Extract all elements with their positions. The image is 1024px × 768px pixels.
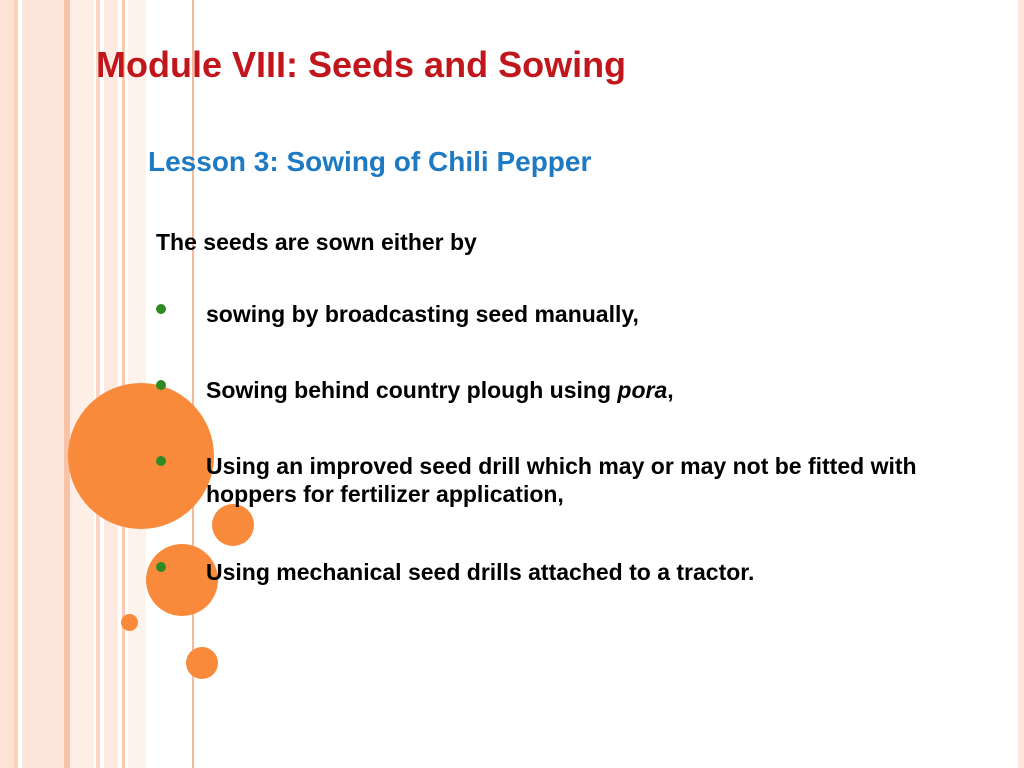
bullet-text-part: , bbox=[667, 377, 674, 403]
bullet-dot-icon bbox=[156, 562, 166, 572]
bullet-dot-icon bbox=[156, 456, 166, 466]
decorative-circle bbox=[121, 614, 138, 631]
slide-title: Module VIII: Seeds and Sowing bbox=[96, 44, 627, 85]
decorative-stripe bbox=[14, 0, 18, 768]
decorative-circle bbox=[212, 504, 254, 546]
decorative-stripe bbox=[104, 0, 118, 768]
bullet-dot-icon bbox=[156, 380, 166, 390]
bullet-text bbox=[206, 376, 976, 404]
decorative-stripe bbox=[70, 0, 94, 768]
bullet-text-part: Sowing behind country plough using bbox=[206, 377, 618, 403]
bullet-text-italic: pora bbox=[617, 377, 668, 403]
decorative-circle bbox=[68, 383, 214, 529]
bullet-text: Using an improved seed drill which may or may not be fitted with hoppers for fertilizer application, bbox=[206, 453, 917, 507]
decorative-stripe bbox=[22, 0, 64, 768]
bullet-text: sowing by broadcasting seed manually, bbox=[206, 301, 639, 327]
decorative-stripe bbox=[0, 0, 14, 768]
intro-text: The seeds are sown either by bbox=[156, 229, 477, 255]
decorative-stripe bbox=[96, 0, 100, 768]
decorative-border bbox=[1018, 0, 1024, 768]
bullet-dot-icon bbox=[156, 304, 166, 314]
slide-subtitle: Lesson 3: Sowing of Chili Pepper bbox=[148, 146, 592, 177]
decorative-circle bbox=[186, 647, 218, 679]
bullet-text: Using mechanical seed drills attached to a tractor. bbox=[206, 559, 755, 585]
